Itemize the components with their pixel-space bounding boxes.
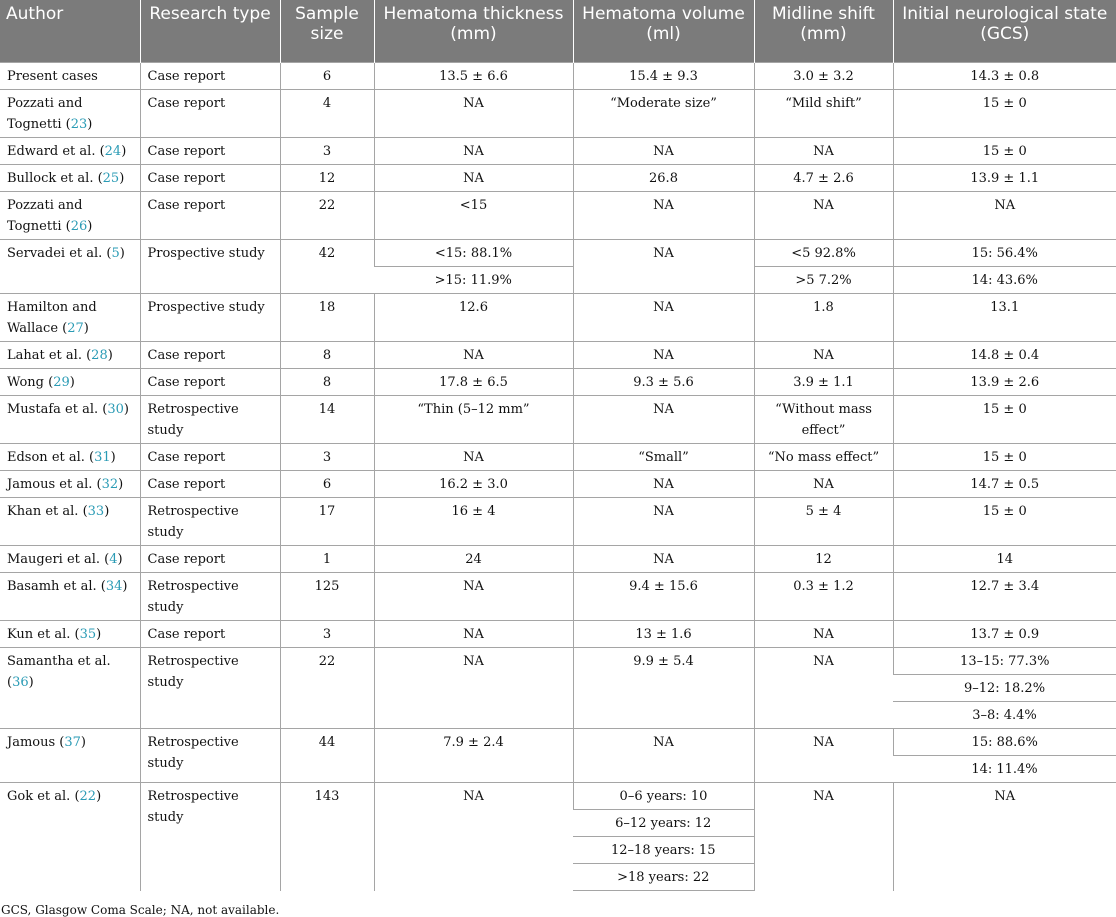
volume-cell: NA <box>573 396 754 444</box>
author-name: Bullock et al. ( <box>7 171 103 186</box>
thickness-cell: “Thin (5–12 mm” <box>374 396 573 444</box>
reference-link[interactable]: 33 <box>87 504 105 519</box>
shift-cell: 0.3 ± 1.2 <box>754 573 893 621</box>
author-cell <box>0 138 140 165</box>
volume-cell: 15.4 ± 9.3 <box>573 63 754 90</box>
volume-cell: NA <box>573 192 754 240</box>
ref-close: ) <box>96 789 102 804</box>
reference-link[interactable]: 27 <box>67 321 84 336</box>
volume-cell: 13 ± 1.6 <box>573 621 754 648</box>
gcs-cell: 13.9 ± 1.1 <box>893 165 1116 192</box>
research-type-cell: Case report <box>140 342 280 369</box>
author-name: Gok et al. ( <box>7 789 80 804</box>
author-name: Edson et al. ( <box>7 450 95 465</box>
reference-link[interactable]: 5 <box>111 246 120 261</box>
research-type-cell: Retrospective study <box>140 396 280 444</box>
reference-link[interactable]: 24 <box>104 144 122 159</box>
volume-cell: 26.8 <box>573 165 754 192</box>
author-name: Maugeri et al. ( <box>7 552 110 567</box>
thickness-cell: NA <box>374 621 573 648</box>
table-row <box>0 90 1116 138</box>
author-cell <box>0 729 140 783</box>
author-cell <box>0 192 140 240</box>
shift-cell: <5 92.8% <box>754 240 893 267</box>
shift-cell: NA <box>754 342 893 369</box>
gcs-cell: 13.1 <box>893 294 1116 342</box>
sample-size-cell: 1 <box>280 546 374 573</box>
shift-cell: NA <box>754 138 893 165</box>
thickness-cell: NA <box>374 90 573 138</box>
gcs-cell: 15 ± 0 <box>893 396 1116 444</box>
thickness-cell: >15: 11.9% <box>374 267 573 294</box>
sample-size-cell: 12 <box>280 165 374 192</box>
table-row <box>0 294 1116 342</box>
volume-cell: NA <box>573 240 754 294</box>
thickness-cell: 16.2 ± 3.0 <box>374 471 573 498</box>
ref-close: ) <box>107 348 113 363</box>
research-type-cell: Retrospective study <box>140 783 280 891</box>
thickness-cell: 13.5 ± 6.6 <box>374 63 573 90</box>
gcs-cell: 14.7 ± 0.5 <box>893 471 1116 498</box>
header-sample-size: Sample size <box>280 0 374 63</box>
thickness-cell: 12.6 <box>374 294 573 342</box>
table-row <box>0 240 1116 267</box>
reference-link[interactable]: 37 <box>64 735 81 750</box>
thickness-cell: 24 <box>374 546 573 573</box>
shift-cell: “No mass effect” <box>754 444 893 471</box>
reference-link[interactable]: 4 <box>109 552 118 567</box>
gcs-cell: 15: 56.4% <box>893 240 1116 267</box>
author-cell <box>0 546 140 573</box>
author-name: Samantha et al. ( <box>7 654 111 690</box>
header-midline-shift: Midline shift (mm) <box>754 0 893 63</box>
ref-close: ) <box>123 402 129 417</box>
gcs-cell: 15 ± 0 <box>893 444 1116 471</box>
author-name: Pozzati and Tognetti ( <box>7 96 83 132</box>
table-row <box>0 444 1116 471</box>
table-row <box>0 621 1116 648</box>
shift-cell: 5 ± 4 <box>754 498 893 546</box>
research-type-cell: Prospective study <box>140 240 280 294</box>
volume-cell: 9.4 ± 15.6 <box>573 573 754 621</box>
thickness-cell: 16 ± 4 <box>374 498 573 546</box>
shift-cell: NA <box>754 729 893 783</box>
author-cell <box>0 444 140 471</box>
table-row <box>0 783 1116 810</box>
table-footnote: GCS, Glasgow Coma Scale; NA, not available. <box>1 903 280 917</box>
gcs-cell: 13–15: 77.3% <box>893 648 1116 675</box>
table-row <box>0 396 1116 444</box>
gcs-cell: 15 ± 0 <box>893 90 1116 138</box>
table-row <box>0 471 1116 498</box>
ref-close: ) <box>122 579 128 594</box>
thickness-cell: <15 <box>374 192 573 240</box>
shift-cell: 3.9 ± 1.1 <box>754 369 893 396</box>
author-name: Wong ( <box>7 375 54 390</box>
reference-link[interactable]: 29 <box>53 375 70 390</box>
sample-size-cell: 6 <box>280 471 374 498</box>
ref-close: ) <box>119 246 125 261</box>
sample-size-cell: 42 <box>280 240 374 294</box>
gcs-cell: 14: 11.4% <box>893 756 1116 783</box>
sample-size-cell: 8 <box>280 342 374 369</box>
shift-cell: “Without mass effect” <box>754 396 893 444</box>
sample-size-cell: 6 <box>280 63 374 90</box>
gcs-cell: 9–12: 18.2% <box>893 675 1116 702</box>
volume-cell: 9.3 ± 5.6 <box>573 369 754 396</box>
header-hematoma-thickness: Hematoma thickness (mm) <box>374 0 573 63</box>
research-type-cell: Case report <box>140 138 280 165</box>
author-cell <box>0 165 140 192</box>
author-name: Jamous ( <box>7 735 65 750</box>
ref-close: ) <box>117 552 123 567</box>
gcs-cell: NA <box>893 192 1116 240</box>
thickness-cell: NA <box>374 444 573 471</box>
volume-cell: 12–18 years: 15 <box>573 837 754 864</box>
gcs-cell: NA <box>893 783 1116 891</box>
ref-close: ) <box>104 504 110 519</box>
volume-cell: NA <box>573 471 754 498</box>
thickness-cell: 17.8 ± 6.5 <box>374 369 573 396</box>
thickness-cell: NA <box>374 573 573 621</box>
author-name: Hamilton and Wallace ( <box>7 300 97 336</box>
research-type-cell: Retrospective study <box>140 729 280 783</box>
shift-cell: 4.7 ± 2.6 <box>754 165 893 192</box>
sample-size-cell: 3 <box>280 621 374 648</box>
ref-close: ) <box>87 117 93 132</box>
reference-link[interactable]: 23 <box>70 117 88 132</box>
header-author: Author <box>0 0 140 63</box>
reference-link[interactable]: 26 <box>70 219 88 234</box>
author-cell <box>0 621 140 648</box>
thickness-cell: NA <box>374 138 573 165</box>
thickness-cell: 7.9 ± 2.4 <box>374 729 573 783</box>
thickness-cell: NA <box>374 165 573 192</box>
research-type-cell: Case report <box>140 192 280 240</box>
ref-close: ) <box>80 735 86 750</box>
sample-size-cell: 3 <box>280 444 374 471</box>
gcs-cell: 14.3 ± 0.8 <box>893 63 1116 90</box>
sample-size-cell: 3 <box>280 138 374 165</box>
reference-link[interactable]: 28 <box>91 348 108 363</box>
volume-cell: 9.9 ± 5.4 <box>573 648 754 729</box>
ref-close: ) <box>119 171 125 186</box>
volume-cell: “Moderate size” <box>573 90 754 138</box>
gcs-cell: 13.7 ± 0.9 <box>893 621 1116 648</box>
header-gcs: Initial neurological state (GCS) <box>893 0 1116 63</box>
table-row <box>0 498 1116 546</box>
author-cell: Present cases <box>0 63 140 90</box>
volume-cell: >18 years: 22 <box>573 864 754 891</box>
thickness-cell: NA <box>374 648 573 729</box>
thickness-cell: NA <box>374 342 573 369</box>
volume-cell: NA <box>573 729 754 783</box>
gcs-cell: 14 <box>893 546 1116 573</box>
author-cell <box>0 498 140 546</box>
research-type-cell: Retrospective study <box>140 573 280 621</box>
shift-cell: 12 <box>754 546 893 573</box>
shift-cell: “Mild shift” <box>754 90 893 138</box>
shift-cell: NA <box>754 783 893 891</box>
author-name: Mustafa et al. ( <box>7 402 108 417</box>
thickness-cell: NA <box>374 783 573 891</box>
ref-close: ) <box>118 477 124 492</box>
sample-size-cell: 22 <box>280 192 374 240</box>
volume-cell: 6–12 years: 12 <box>573 810 754 837</box>
gcs-cell: 15 ± 0 <box>893 138 1116 165</box>
author-cell <box>0 369 140 396</box>
shift-cell: NA <box>754 471 893 498</box>
sample-size-cell: 17 <box>280 498 374 546</box>
gcs-cell: 14: 43.6% <box>893 267 1116 294</box>
ref-close: ) <box>110 450 116 465</box>
sample-size-cell: 125 <box>280 573 374 621</box>
research-type-cell: Prospective study <box>140 294 280 342</box>
sample-size-cell: 143 <box>280 783 374 891</box>
ref-close: ) <box>96 627 102 642</box>
gcs-cell: 12.7 ± 3.4 <box>893 573 1116 621</box>
research-type-cell: Case report <box>140 444 280 471</box>
table-row <box>0 648 1116 675</box>
research-type-cell: Case report <box>140 165 280 192</box>
table-row <box>0 138 1116 165</box>
shift-cell: >5 7.2% <box>754 267 893 294</box>
author-name: Basamh et al. ( <box>7 579 106 594</box>
shift-cell: NA <box>754 648 893 729</box>
sample-size-cell: 18 <box>280 294 374 342</box>
shift-cell: 3.0 ± 3.2 <box>754 63 893 90</box>
research-type-cell: Case report <box>140 546 280 573</box>
research-type-cell: Case report <box>140 621 280 648</box>
table-row <box>0 192 1116 240</box>
table-row <box>0 63 1116 90</box>
reference-link[interactable]: 35 <box>79 627 97 642</box>
research-type-cell: Case report <box>140 369 280 396</box>
gcs-cell: 3–8: 4.4% <box>893 702 1116 729</box>
ref-close: ) <box>87 219 93 234</box>
research-type-cell: Case report <box>140 471 280 498</box>
ref-close: ) <box>28 675 34 690</box>
header-research-type: Research type <box>140 0 280 63</box>
sample-size-cell: 44 <box>280 729 374 783</box>
table-row <box>0 729 1116 756</box>
reference-link[interactable]: 30 <box>107 402 124 417</box>
author-cell <box>0 396 140 444</box>
research-type-cell: Retrospective study <box>140 498 280 546</box>
volume-cell: NA <box>573 546 754 573</box>
gcs-cell: 13.9 ± 2.6 <box>893 369 1116 396</box>
sample-size-cell: 14 <box>280 396 374 444</box>
table-row <box>0 342 1116 369</box>
thickness-cell: <15: 88.1% <box>374 240 573 267</box>
shift-cell: 1.8 <box>754 294 893 342</box>
reference-link[interactable]: 25 <box>102 171 120 186</box>
volume-cell: NA <box>573 138 754 165</box>
author-cell <box>0 294 140 342</box>
sample-size-cell: 4 <box>280 90 374 138</box>
table-row <box>0 369 1116 396</box>
gcs-cell: 15 ± 0 <box>893 498 1116 546</box>
author-name: Lahat et al. ( <box>7 348 92 363</box>
research-type-cell: Case report <box>140 90 280 138</box>
author-name: Servadei et al. ( <box>7 246 112 261</box>
author-cell <box>0 471 140 498</box>
table-row <box>0 165 1116 192</box>
gcs-cell: 15: 88.6% <box>893 729 1116 756</box>
volume-cell: NA <box>573 294 754 342</box>
author-cell <box>0 342 140 369</box>
reference-link[interactable]: 36 <box>12 675 29 690</box>
author-name: Edward et al. ( <box>7 144 105 159</box>
ref-close: ) <box>121 144 127 159</box>
header-hematoma-volume: Hematoma volume (ml) <box>573 0 754 63</box>
author-name: Jamous et al. ( <box>7 477 102 492</box>
gcs-cell: 14.8 ± 0.4 <box>893 342 1116 369</box>
author-cell <box>0 90 140 138</box>
ref-close: ) <box>83 321 89 336</box>
volume-cell: “Small” <box>573 444 754 471</box>
volume-cell: NA <box>573 342 754 369</box>
reference-link[interactable]: 32 <box>101 477 119 492</box>
author-name: Pozzati and Tognetti ( <box>7 198 83 234</box>
sample-size-cell: 22 <box>280 648 374 729</box>
reference-link[interactable]: 31 <box>94 450 111 465</box>
reference-link[interactable]: 22 <box>79 789 97 804</box>
table-row <box>0 546 1116 573</box>
reference-link[interactable]: 34 <box>105 579 123 594</box>
author-cell <box>0 648 140 729</box>
research-type-cell: Retrospective study <box>140 648 280 729</box>
research-type-cell: Case report <box>140 63 280 90</box>
table-row <box>0 573 1116 621</box>
shift-cell: NA <box>754 621 893 648</box>
author-cell <box>0 783 140 891</box>
author-cell <box>0 240 140 294</box>
ref-close: ) <box>69 375 75 390</box>
author-name: Kun et al. ( <box>7 627 80 642</box>
author-name: Khan et al. ( <box>7 504 88 519</box>
volume-cell: 0–6 years: 10 <box>573 783 754 810</box>
sample-size-cell: 8 <box>280 369 374 396</box>
header-row <box>0 0 1116 63</box>
shift-cell: NA <box>754 192 893 240</box>
author-cell <box>0 573 140 621</box>
volume-cell: NA <box>573 498 754 546</box>
